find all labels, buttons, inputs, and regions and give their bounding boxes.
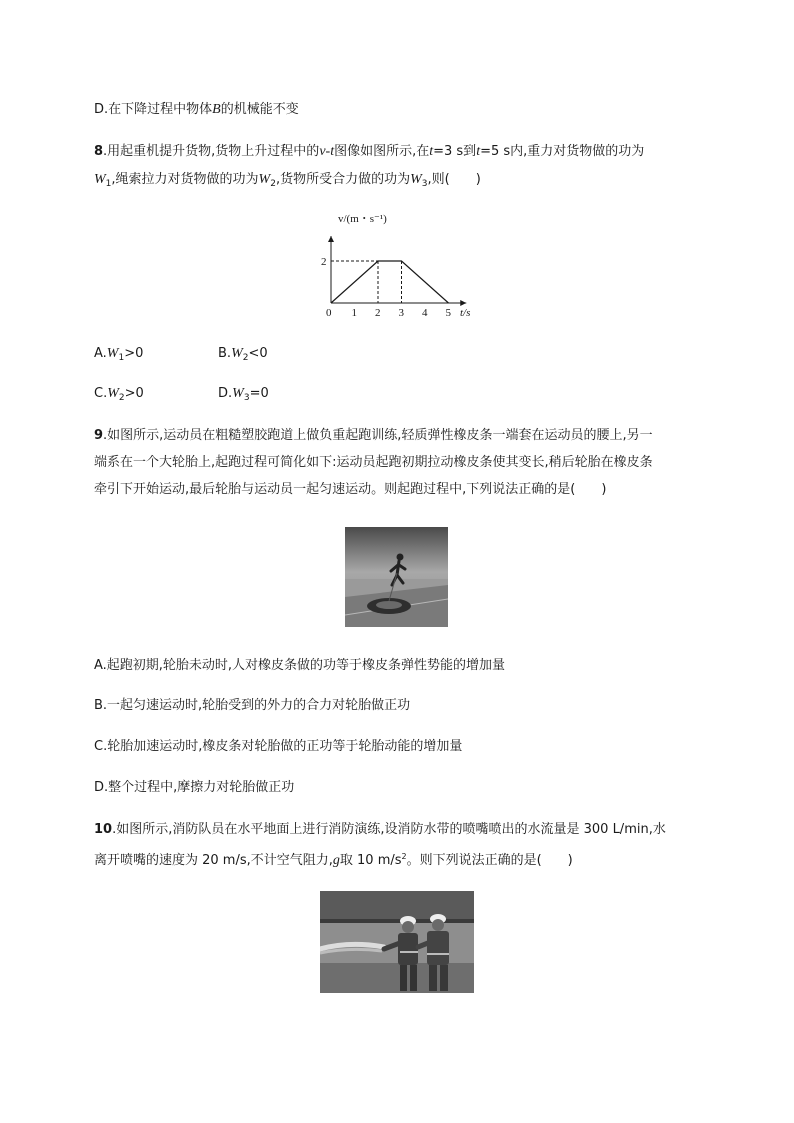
chart-ylabel: v/(m・s⁻¹) [338, 213, 387, 225]
y-tick-2: 2 [321, 256, 327, 268]
q7-option-d: D.在下降过程中物体B的机械能不变 [94, 102, 299, 117]
q9-option-a[interactable]: A.起跑初期,轮胎未动时,人对橡皮条做的功等于橡皮条弹性势能的增加量 [94, 658, 506, 673]
y-axis-arrow [328, 236, 334, 242]
chart-series [331, 261, 449, 303]
chart-axes [328, 236, 466, 306]
q9-stem-line3: 牵引下开始运动,最后轮胎与运动员一起匀速运动。则起跑过程中,下列说法正确的是( ) [94, 482, 607, 497]
q9-stem-line1: 9.如图所示,运动员在粗糙塑胶跑道上做负重起跑训练,轻质弹性橡皮条一端套在运动员的腰上,另一 [94, 428, 653, 443]
runner-tire-photo [345, 527, 448, 627]
chart-dashed-guides [331, 261, 402, 303]
x-tick-4: 4 [422, 307, 428, 319]
x-tick-3: 3 [398, 307, 404, 319]
x-tick-0: 0 [326, 307, 332, 319]
q10-stem-line2: 离开喷嘴的速度为 20 m/s,不计空气阻力,g取 10 $m/s^2$。则下列说法正确的是( ) [94, 852, 573, 868]
x-tick-2: 2 [375, 307, 381, 319]
x-tick-1: 1 [351, 307, 357, 319]
runner-tire-illustration [345, 527, 448, 627]
firefighters-illustration [320, 891, 474, 993]
x-axis-arrow [460, 300, 466, 306]
q8-stem-line1: 8.用起重机提升货物,货物上升过程中的v-t图像如图所示,在t=3 s到t=5 s内,重力对货物做的功为 [94, 144, 645, 159]
q9-option-c[interactable]: C.轮胎加速运动时,橡皮条对轮胎做的正功等于轮胎动能的增加量 [94, 739, 463, 754]
q9-stem-line2: 端系在一个大轮胎上,起跑过程可简化如下:运动员起跑初期拉动橡皮条使其变长,稍后轮胎在橡皮条 [94, 455, 653, 470]
x-tick-5: 5 [445, 307, 451, 319]
q8-option-a[interactable]: $A.W_1>0$ [94, 346, 144, 363]
q10-stem-line1: 10.如图所示,消防队员在水平地面上进行消防演练,设消防水带的喷嘴喷出的水流量是 300 L/min,水 [94, 822, 666, 837]
q9-option-b[interactable]: B.一起匀速运动时,轮胎受到的外力的合力对轮胎做正功 [94, 698, 411, 713]
series-line [331, 261, 449, 303]
chart-xlabel: t/s [460, 307, 471, 319]
vt-chart [310, 205, 490, 325]
q9-option-d[interactable]: D.整个过程中,摩擦力对轮胎做正功 [94, 780, 295, 795]
q8-option-c[interactable]: $C.W_2>0$ [94, 386, 144, 403]
q8-stem-line2: $W_1$,绳索拉力对货物做的功为$W_2$,货物所受合力做的功为$W_3$,则( ) [94, 172, 481, 189]
q8-option-d[interactable]: $D.W_3=0$ [218, 386, 269, 403]
q8-option-b[interactable]: $B.W_2<0$ [218, 346, 268, 363]
firefighters-photo [320, 891, 474, 993]
